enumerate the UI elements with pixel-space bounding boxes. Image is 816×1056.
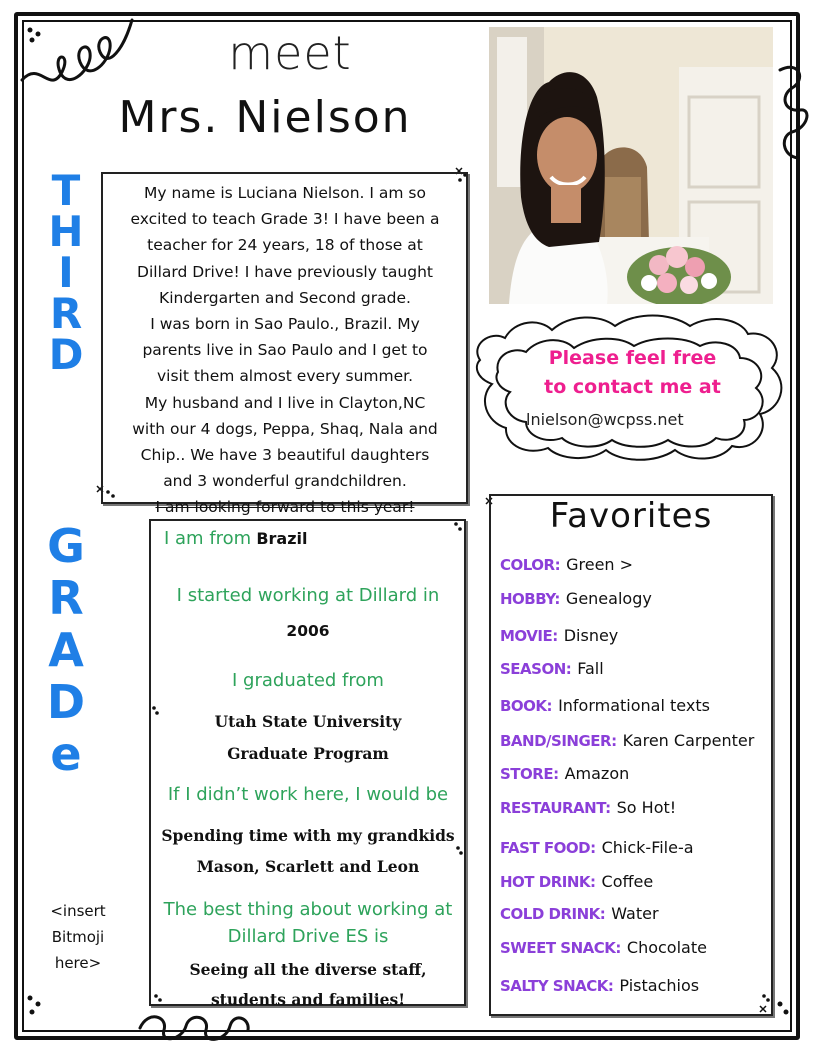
- favorite-value: Genealogy: [565, 589, 652, 608]
- favorite-label: BAND/SINGER:: [500, 732, 617, 750]
- bio-line: I was born in Sao Paulo., Brazil. My: [150, 315, 420, 334]
- fact-best-prompt-1: The best thing about working at: [163, 899, 453, 920]
- side-letter: H: [48, 207, 84, 256]
- bitmoji-placeholder: [38, 898, 118, 976]
- side-title-third: [38, 166, 94, 379]
- favorites-title: Favorites: [549, 496, 713, 536]
- bio-text: [104, 180, 466, 521]
- bio-line: My husband and I live in Clayton,NC: [144, 393, 426, 412]
- favorite-item-movie: [500, 626, 768, 645]
- favorite-item-color: [500, 555, 768, 574]
- side-letter: D: [48, 330, 84, 379]
- favorite-label: SALTY SNACK:: [500, 977, 614, 995]
- contact-line-2: to contact me at: [544, 376, 721, 398]
- favorite-value: Chick-File-a: [601, 838, 694, 857]
- bio-line: parents live in Sao Paulo and I get to: [142, 341, 428, 360]
- favorite-value: Green >: [566, 555, 634, 574]
- bio-line: I am looking forward to this year!: [155, 498, 415, 517]
- side-letter: R: [48, 571, 84, 625]
- favorite-value: Pistachios: [619, 976, 700, 995]
- favorite-value: So Hot!: [616, 798, 677, 817]
- favorite-value: Disney: [563, 626, 619, 645]
- bio-line: Dillard Drive! I have previously taught: [137, 262, 433, 281]
- side-letter: T: [51, 166, 81, 215]
- favorite-label: HOT DRINK:: [500, 873, 596, 891]
- bitmoji-line: Bitmoji: [51, 928, 105, 946]
- contact-heading: [520, 344, 745, 402]
- favorite-label: HOBBY:: [500, 590, 560, 608]
- favorite-label: STORE:: [500, 765, 559, 783]
- favorite-label: MOVIE:: [500, 627, 558, 645]
- fact-from-prompt: I am from: [164, 528, 252, 549]
- contact-email[interactable]: lnielson@wcpss.net: [526, 410, 684, 429]
- bio-line: Kindergarten and Second grade.: [159, 288, 411, 307]
- fact-from: [152, 528, 464, 549]
- favorite-item-hobby: [500, 589, 768, 608]
- favorite-label: SEASON:: [500, 660, 572, 678]
- bitmoji-line: here>: [54, 954, 102, 972]
- bio-line: teacher for 24 years, 18 of those at: [147, 236, 423, 255]
- favorite-item-cold-drink: [500, 904, 768, 923]
- side-letter: A: [48, 623, 84, 677]
- favorite-value: Amazon: [564, 764, 630, 783]
- teacher-portrait-illustration: [489, 27, 773, 304]
- bio-line: My name is Luciana Nielson. I am so: [144, 184, 426, 202]
- fact-best-prompt-2: Dillard Drive ES is: [227, 926, 389, 947]
- favorite-item-sweet-snack: [500, 938, 768, 957]
- favorite-item-store: [500, 764, 768, 783]
- favorite-label: FAST FOOD:: [500, 839, 596, 857]
- side-letter: R: [49, 289, 83, 338]
- favorite-value: Informational texts: [558, 696, 710, 715]
- side-letter: D: [46, 675, 86, 729]
- favorite-value: Water: [611, 904, 659, 923]
- meet-heading: meet: [228, 26, 352, 80]
- fact-best-answer-1: Seeing all the diverse staff,: [189, 960, 427, 979]
- side-letter: G: [47, 519, 85, 573]
- favorite-item-salty-snack: [500, 976, 768, 995]
- fact-else-answer-2: Mason, Scarlett and Leon: [196, 857, 420, 876]
- fact-graduated-answer-2: Graduate Program: [227, 744, 389, 763]
- favorite-item-band-singer: [500, 731, 768, 750]
- favorite-item-hot-drink: [500, 872, 768, 891]
- favorite-label: RESTAURANT:: [500, 799, 611, 817]
- favorite-label: SWEET SNACK:: [500, 939, 621, 957]
- favorite-item-season: [500, 659, 768, 678]
- bio-line: excited to teach Grade 3! I have been a: [130, 210, 440, 229]
- favorite-label: COLOR:: [500, 556, 561, 574]
- contact-line-1: Please feel free: [548, 347, 717, 369]
- teacher-photo: [489, 27, 773, 304]
- fact-graduated-prompt: I graduated from: [232, 670, 384, 691]
- favorite-label: COLD DRINK:: [500, 905, 606, 923]
- favorite-value: Coffee: [601, 872, 654, 891]
- favorite-item-fast-food: [500, 838, 768, 857]
- bio-line: with our 4 dogs, Peppa, Shaq, Nala and: [132, 419, 438, 438]
- bio-line: Chip.. We have 3 beautiful daughters: [140, 446, 430, 465]
- favorite-value: Karen Carpenter: [622, 731, 755, 750]
- bio-line: visit them almost every summer.: [156, 367, 414, 386]
- fact-started-prompt: I started working at Dillard in: [176, 585, 440, 606]
- side-letter: I: [58, 248, 74, 297]
- favorite-label: BOOK:: [500, 697, 553, 715]
- side-title-grade: [38, 520, 94, 780]
- fact-from-answer: Brazil: [256, 529, 308, 548]
- fact-best-answer-2: students and families!: [210, 990, 406, 1009]
- fact-started-answer: 2006: [286, 622, 330, 640]
- teacher-name-heading: Mrs. Nielson: [118, 92, 412, 143]
- favorite-item-book: [500, 696, 768, 715]
- bio-line: and 3 wonderful grandchildren.: [163, 472, 407, 491]
- favorite-value: Fall: [577, 659, 604, 678]
- bitmoji-line: <insert: [50, 902, 106, 920]
- side-letter: e: [50, 727, 82, 781]
- favorite-value: Chocolate: [626, 938, 707, 957]
- favorite-item-restaurant: [500, 798, 768, 817]
- fact-else-answer-1: Spending time with my grandkids: [161, 826, 455, 845]
- fact-graduated-answer-1: Utah State University: [214, 712, 402, 731]
- fact-else-prompt: If I didn’t work here, I would be: [167, 784, 449, 805]
